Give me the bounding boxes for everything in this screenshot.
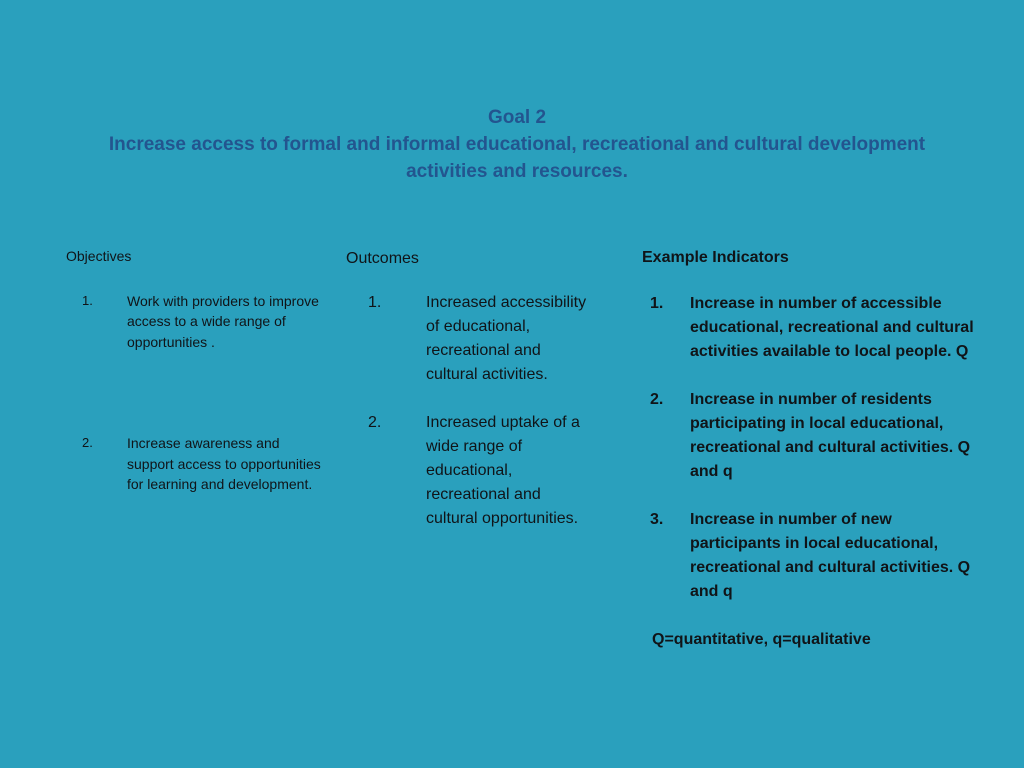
- indicator-item-2: [642, 388, 982, 484]
- indicator-number: 2.: [650, 391, 664, 408]
- goal-description-line-1: Increase access to formal and informal educational, recreational and cultural development: [108, 134, 926, 155]
- indicators-list: [642, 292, 982, 604]
- outcome-item-1: [346, 291, 596, 387]
- goal-label: Goal 2: [487, 107, 547, 128]
- indicators-heading: Example Indicators: [642, 249, 789, 266]
- outcome-text: Increased uptake of a wide range of educational, recreational and cultural opportunities.: [426, 414, 580, 527]
- outcome-item-2: [346, 411, 596, 531]
- indicator-legend-note: Q=quantitative, q=qualitative: [652, 631, 871, 648]
- objective-number: 1.: [82, 292, 93, 308]
- outcomes-heading: Outcomes: [346, 250, 419, 267]
- indicators-column: [642, 246, 982, 652]
- objectives-list: [66, 291, 326, 495]
- indicator-text: Increase in number of new participants in local educational, recreational and cultural activities. Q and q: [690, 511, 971, 600]
- objective-text: Work with providers to improve access to a wide range of opportunities .: [127, 292, 319, 350]
- goal-description-line-2: activities and resources.: [406, 161, 628, 182]
- objectives-heading: Objectives: [66, 248, 132, 264]
- outcomes-column: [346, 246, 596, 555]
- outcomes-list: [346, 291, 596, 531]
- indicator-number: 3.: [650, 511, 664, 528]
- objective-item-1: [66, 291, 326, 353]
- indicator-text: Increase in number of residents participating in local educational, recreational and cultural activities. Q and q: [690, 391, 971, 480]
- indicator-text: Increase in number of accessible educational, recreational and cultural activities available to local people. Q: [690, 295, 974, 360]
- outcome-text: Increased accessibility of educational, recreational and cultural activities.: [426, 294, 587, 383]
- indicator-item-3: [642, 508, 982, 604]
- slide-title: [40, 104, 994, 185]
- objective-item-2: [66, 433, 326, 495]
- objective-number: 2.: [82, 435, 93, 450]
- objectives-column: [66, 246, 326, 576]
- indicator-item-1: [642, 292, 982, 364]
- outcome-number: 2.: [368, 414, 382, 431]
- objective-text: Increase awareness and support access to opportunities for learning and development.: [127, 435, 321, 492]
- outcome-number: 1.: [368, 294, 382, 311]
- indicator-number: 1.: [650, 295, 664, 312]
